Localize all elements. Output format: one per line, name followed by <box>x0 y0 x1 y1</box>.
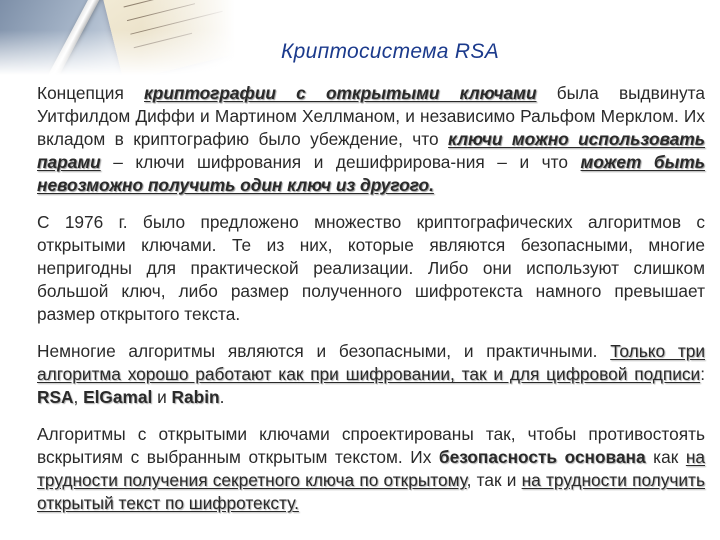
paragraph-history: С 1976 г. было предложено множество криптографических алгоритмов с открытыми ключами. Те из них, которые являются безопасными, многие непригодны для практической реализации. Либо они используют слишком большой ключ, либо размер полученного шифротекста намного превышает размер открытого текста. <box>37 212 705 324</box>
text-run: была выдвинута Уитфилдом Диффи и Мартином Хеллманом, и независимо Ральфом Мерклом. Их вкладом в криптографию было убеждение, что <box>37 83 705 149</box>
text-run: . <box>219 387 225 407</box>
text-run: и <box>152 387 172 407</box>
slide-body <box>37 82 705 529</box>
paragraph-security <box>37 423 705 515</box>
emphasis-key-pairs: ключи можно использовать парами <box>37 129 705 172</box>
slide-title: Криптосистема RSA <box>280 40 500 63</box>
text-run: как <box>645 447 686 467</box>
algorithm-rsa: RSA <box>37 387 74 407</box>
emphasis-three-algorithms: Только три алгоритма хорошо работают как при шифровании, так и для цифровой подписи <box>37 341 705 384</box>
algorithm-rabin: Rabin <box>171 387 220 407</box>
emphasis-impossible-derivation: может быть невозможно получить один ключ из другого. <box>37 152 705 195</box>
emphasis-secret-key-difficulty: на трудности получения секретного ключа по открытому <box>37 447 706 490</box>
emphasis-public-key-crypto: криптографии с открытыми ключами <box>144 83 537 103</box>
emphasis-plaintext-difficulty: на трудности получить открытый текст по шифротексту. <box>37 470 705 513</box>
emphasis-security-based: безопасность основана <box>438 447 646 467</box>
algorithm-elgamal: ElGamal <box>83 387 153 407</box>
text-run: , так и <box>466 470 522 490</box>
text-run: : <box>700 364 705 384</box>
text-run: , <box>73 387 84 407</box>
text-run: – ключи шифрования и дешифрирова-ния – и что <box>100 152 581 172</box>
paragraph-algorithms <box>37 340 705 409</box>
text-run: Немногие алгоритмы являются и безопасными, и практичными. <box>37 341 611 361</box>
text-run: Концепция <box>37 83 145 103</box>
text-run: Алгоритмы с открытыми ключами спроектированы так, чтобы противостоять вскрытиям с выбранным открытым текстом. Их <box>37 424 705 467</box>
paragraph-concept <box>37 82 705 197</box>
